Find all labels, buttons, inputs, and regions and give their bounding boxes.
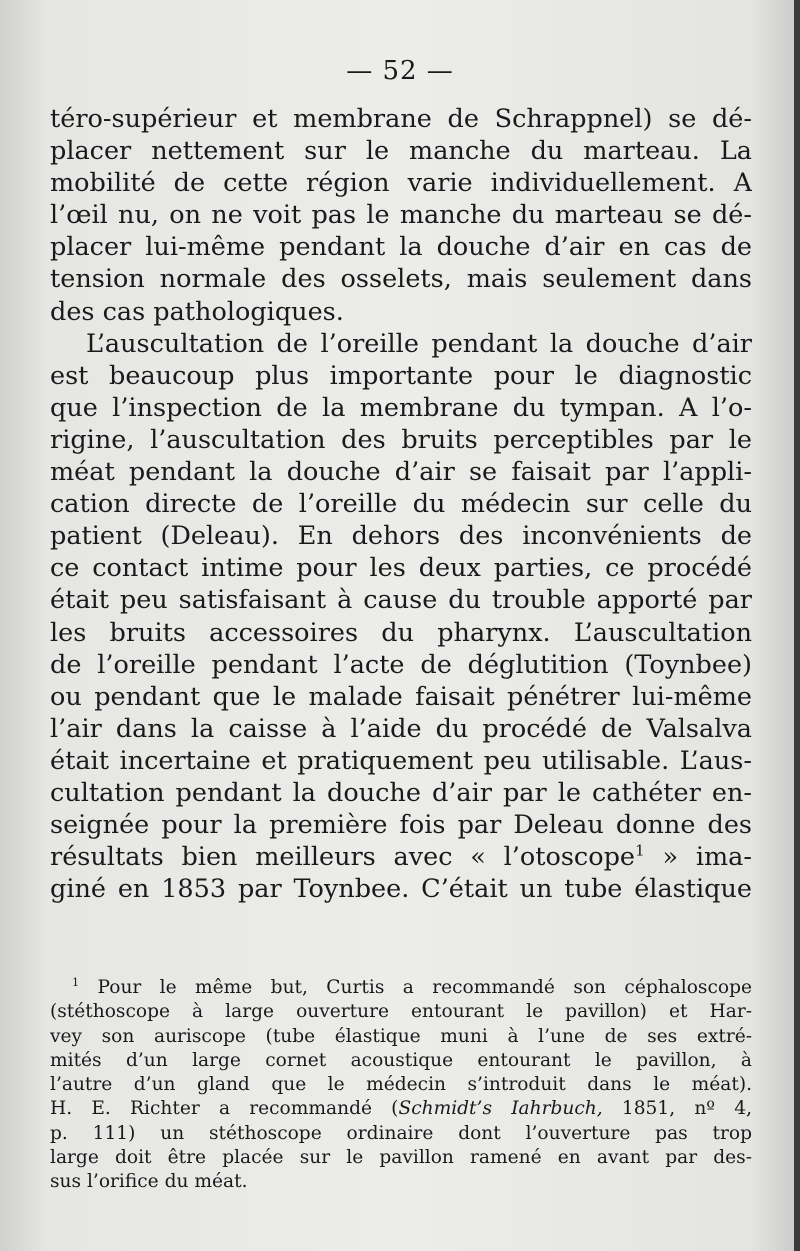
citation-title: Schmidt’s Iahrbuch,: [398, 1098, 603, 1120]
text-line: L’auscultation de l’oreille pendant la douche d’air: [86, 328, 752, 359]
footnote-line: [50, 976, 752, 1000]
footnote-reference: 1: [634, 841, 645, 860]
text-line: était incertaine et pratiquement peu utilisable. L’aus-: [50, 745, 752, 776]
footnote-line: [50, 1097, 752, 1121]
text-line: était peu satisfaisant à cause du trouble apporté par: [50, 585, 752, 616]
footnote-line: (stéthoscope à large ouverture entourant le pavillon) et Har-: [50, 1001, 752, 1023]
footnote-marker: 1: [72, 976, 80, 989]
text-segment: Pour le même but, Curtis a recommandé son céphaloscope: [79, 977, 752, 998]
text-line: téro-supérieur et membrane de Schrappnel) se dé-: [50, 104, 752, 134]
text-line: ou pendant que le malade faisait pénétrer lui-même: [50, 681, 752, 712]
text-line: tension normale des osselets, mais seulement dans: [50, 264, 752, 295]
text-line: [50, 841, 752, 873]
text-line: patient (Deleau). En dehors des inconvénients de: [50, 521, 752, 552]
text-line: placer nettement sur le manche du marteau. La: [50, 136, 752, 167]
text-line: cultation pendant la douche d’air par le cathéter en-: [50, 777, 752, 808]
text-segment: » ima-: [644, 842, 752, 873]
text-line: seignée pour la première fois par Deleau donne des: [50, 810, 752, 841]
text-line: des cas pathologiques.: [50, 296, 344, 327]
text-line: rigine, l’auscultation des bruits perceptibles par le: [50, 424, 752, 455]
text-segment: H. E. Richter a recommandé (: [50, 1098, 399, 1120]
page-edge-shadow: [794, 0, 800, 1251]
text-line: ce contact intime pour les deux parties, ce procédé: [50, 553, 752, 584]
footnote-line: vey son auriscope (tube élastique muni à l’une de ses extré-: [50, 1025, 752, 1047]
text-line: que l’inspection de la membrane du tympan. A l’o-: [50, 392, 752, 423]
footnote: [50, 976, 752, 1195]
text-line: est beaucoup plus importante pour le diagnostic: [50, 360, 752, 391]
footnote-line: mités d’un large cornet acoustique entourant le pavillon, à: [50, 1049, 752, 1071]
text-line: placer lui-même pendant la douche d’air en cas de: [50, 232, 752, 263]
footnote-line: sus l’orifice du méat.: [50, 1171, 248, 1193]
footnote-line: large doit être placée sur le pavillon ramené en avant par des-: [50, 1147, 752, 1169]
text-line: cation directe de l’oreille du médecin sur celle du: [50, 489, 752, 520]
text-line: l’œil nu, on ne voit pas le manche du marteau se dé-: [50, 200, 752, 231]
text-line: l’air dans la caisse à l’aide du procédé de Valsalva: [50, 713, 752, 744]
footnote-line: p. 111) un stéthoscope ordinaire dont l’ouverture pas trop: [50, 1122, 752, 1144]
text-line: giné en 1853 par Toynbee. C’était un tube élastique: [50, 874, 752, 905]
text-line: les bruits accessoires du pharynx. L’auscultation: [50, 617, 752, 648]
body-text: [50, 103, 752, 905]
text-segment: résultats bien meilleurs avec « l’otoscope: [50, 842, 635, 873]
text-line: méat pendant la douche d’air se faisait par l’appli-: [50, 457, 752, 488]
text-line: mobilité de cette région varie individuellement. A: [50, 168, 752, 199]
page-number: — 52 —: [346, 56, 454, 86]
text-segment: 1851, nº 4,: [602, 1098, 752, 1120]
footnote-line: l’autre d’un gland que le médecin s’introduit dans le méat).: [50, 1074, 752, 1096]
text-line: de l’oreille pendant l’acte de déglutition (Toynbee): [50, 649, 752, 680]
